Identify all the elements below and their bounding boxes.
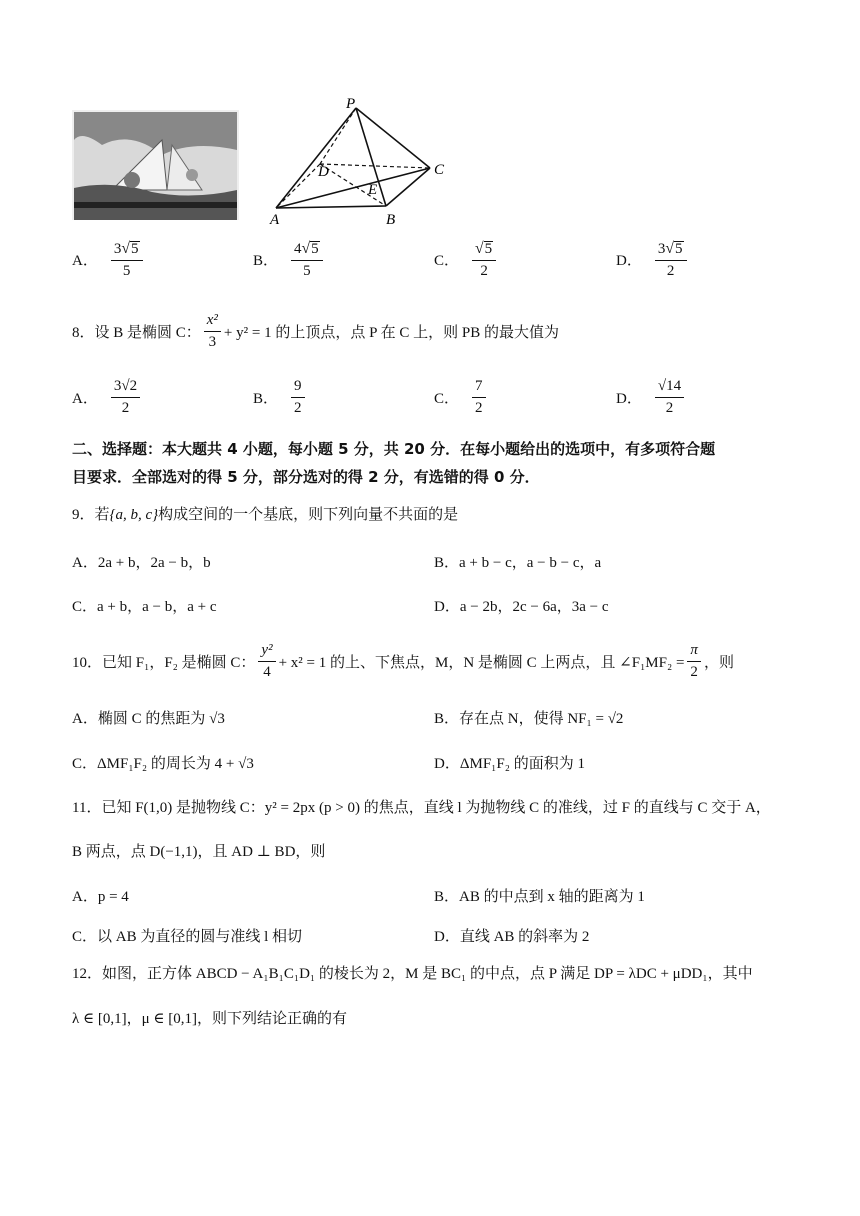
label-b: B: [386, 212, 396, 228]
q8-option-d[interactable]: D． $\frac{√14}{2}$: [616, 378, 687, 416]
label-a: A: [270, 212, 280, 228]
q7-option-c[interactable]: C． √ 5 2: [434, 240, 499, 279]
q9-option-c[interactable]: C．a + b，a − b，a + c: [72, 599, 217, 615]
q7-option-b[interactable]: B． 4 √ 5 5: [253, 240, 326, 279]
q9-option-d[interactable]: D．a − 2b，2c − 6a，3a − c: [434, 599, 609, 615]
q11-option-d[interactable]: D．直线 AB 的斜率为 2: [434, 929, 590, 945]
q10-option-b[interactable]: B．存在点 N，使得 NF₁ = √2: [434, 711, 624, 727]
q12-stem-line2: λ ∈ [0,1]，μ ∈ [0,1]，则下列结论正确的有: [72, 1011, 348, 1027]
section-heading-line1: 二、选择题：本大题共 4 小题，每小题 5 分，共 20 分．在每小题给出的选项中，有多项符合题: [72, 440, 716, 458]
label-d: D: [318, 164, 329, 180]
sailboat-photo: [72, 110, 239, 220]
pyramid-figure: [268, 96, 458, 228]
q7-option-a[interactable]: A． 3 √ 5 5: [72, 240, 146, 279]
q11-stem-line2: B 两点，点 D(−1,1)，且 AD ⊥ BD，则: [72, 844, 326, 860]
q8-option-a[interactable]: A． $\frac{3√2}{2}$: [72, 378, 143, 416]
label-e: E: [368, 182, 378, 198]
label-p: P: [346, 96, 356, 112]
q9-stem: 9．若{a, b, c}构成空间的一个基底，则下列向量不共面的是: [72, 507, 459, 523]
q8-stem: 8．设 B 是椭圆 C： $\frac{\text{x²}}{3}$ + y² = 1 的上顶点，点 P 在 C 上，则 PB 的最大值为: [72, 312, 559, 350]
q11-stem-line1: 11．已知 F(1,0) 是抛物线 C：y² = 2px (p > 0) 的焦点，直线 l 为抛物线 C 的准线，过 F 的直线与 C 交于 A，: [72, 800, 771, 816]
q8-option-c[interactable]: C． $\frac{7}{2}$: [434, 378, 489, 416]
q11-option-c[interactable]: C．以 AB 为直径的圆与准线 l 相切: [72, 929, 303, 945]
q10-option-a[interactable]: A．椭圆 C 的焦距为 √3: [72, 711, 225, 727]
label-c: C: [434, 162, 445, 178]
q11-option-b[interactable]: B．AB 的中点到 x 轴的距离为 1: [434, 889, 645, 905]
q11-option-a[interactable]: A．p = 4: [72, 889, 129, 905]
q12-stem-line1: 12．如图，正方体 ABCD − A₁B₁C₁D₁ 的棱长为 2，M 是 BC₁ 的中点，点 P 满足 DP = λDC + μDD₁，其中: [72, 966, 753, 982]
q10-option-d[interactable]: D．ΔMF₁F₂ 的面积为 1: [434, 756, 585, 772]
q7-option-d[interactable]: D． 3 √ 5 2: [616, 240, 690, 279]
q10-option-c[interactable]: C．ΔMF₁F₂ 的周长为 4 + √3: [72, 756, 254, 772]
q8-option-b[interactable]: B． $\frac{9}{2}$: [253, 378, 308, 416]
section-heading-line2: 目要求．全部选对的得 5 分，部分选对的得 2 分，有选错的得 0 分．: [72, 468, 540, 486]
q10-stem: 10．已知 F₁，F₂ 是椭圆 C： $\frac{\text{y²}}{4}$ + x² = 1 的上、下焦点，M，N 是椭圆 C 上两点，且 ∠F₁MF₂ = $\frac{\pi}{2}$ ，则: [72, 642, 734, 680]
q9-option-a[interactable]: A．2a + b，2a − b，b: [72, 555, 211, 571]
q9-option-b[interactable]: B．a + b − c，a − b − c，a: [434, 555, 602, 571]
